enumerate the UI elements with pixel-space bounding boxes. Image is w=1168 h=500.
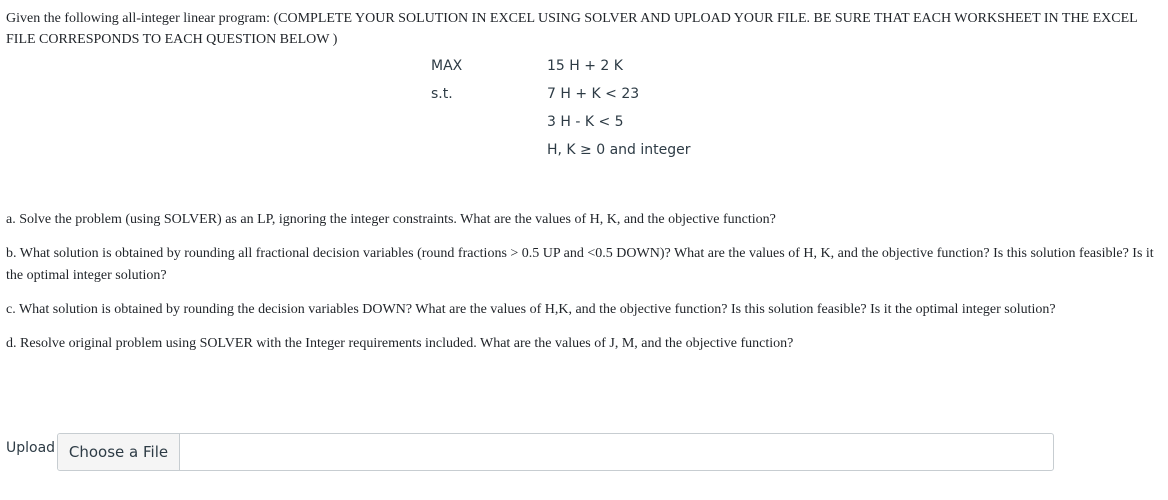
question-b: b. What solution is obtained by rounding all fractional decision variables (round fractions > 0.5 UP and <0.5 DOWN)? What are the values of H, K, and the objective function? Is this solution feasible? Is it the optimal integer solution? (6, 246, 1154, 283)
upload-label: Upload (6, 440, 56, 456)
nonnegativity-constraint: H, K ≥ 0 and integer (547, 142, 691, 158)
constraint-2: 3 H - K < 5 (547, 114, 624, 130)
selected-file-display[interactable] (180, 434, 1053, 470)
intro-text: Given the following all-integer linear program: (COMPLETE YOUR SOLUTION IN EXCEL USING SOLVER AND UPLOAD YOUR FILE. BE SURE THAT EACH WORKSHEET IN THE EXCEL FILE CORRESPONDS TO EACH QUESTION BELOW ) (6, 11, 1138, 47)
constraint-1: 7 H + K < 23 (547, 86, 640, 102)
question-c: c. What solution is obtained by rounding the decision variables DOWN? What are the values of H,K, and the objective function? Is this solution feasible? Is it the optimal integer solution? (6, 302, 1056, 317)
choose-file-button[interactable]: Choose a File (58, 434, 180, 470)
question-d: d. Resolve original problem using SOLVER with the Integer requirements included. What are the values of J, M, and the objective function? (6, 336, 794, 351)
file-upload-field[interactable] (57, 433, 1054, 471)
question-a: a. Solve the problem (using SOLVER) as an LP, ignoring the integer constraints. What are the values of H, K, and the objective function? (6, 212, 776, 227)
constraints-label: s.t. (431, 86, 453, 102)
objective-expression: 15 H + 2 K (547, 58, 623, 74)
objective-label: MAX (431, 58, 463, 74)
